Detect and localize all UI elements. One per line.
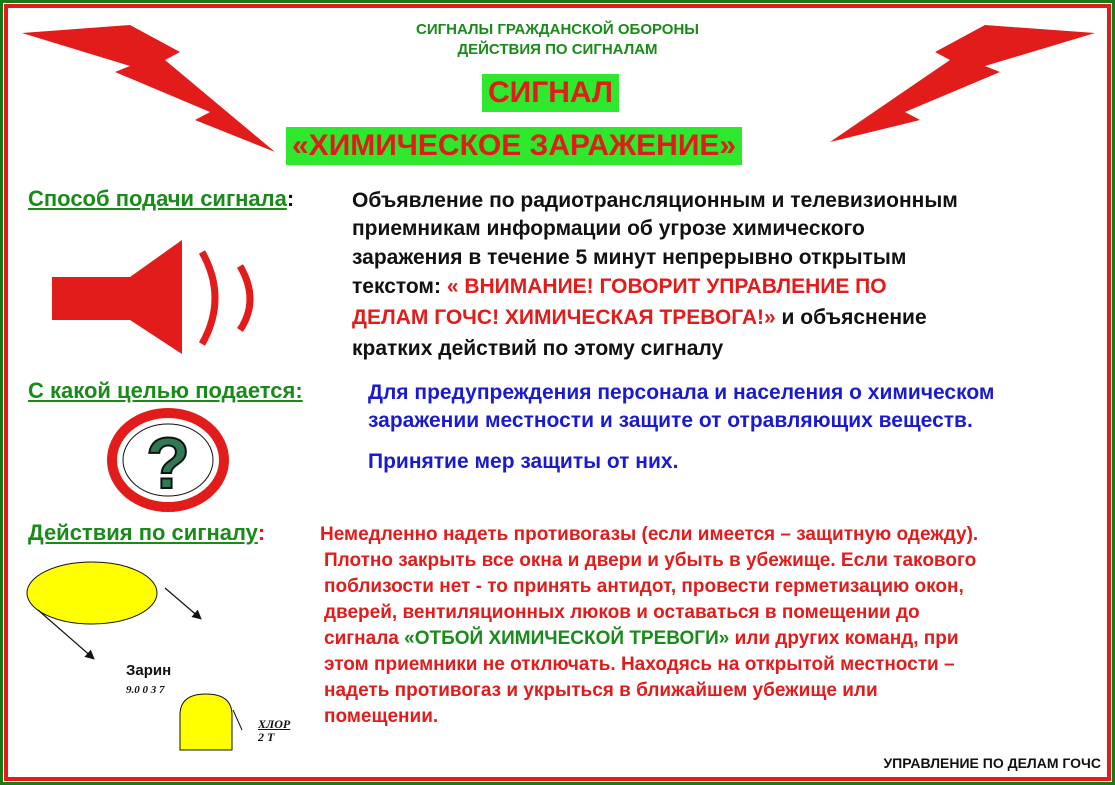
actions-line-7: надеть противогаз и укрыться в ближайшем убежище или <box>324 680 878 701</box>
header-line-2: ДЕЙСТВИЯ ПО СИГНАЛАМ <box>457 41 658 58</box>
sarin-label: Зарин <box>126 662 172 679</box>
chlorine-cloud <box>180 694 232 750</box>
loudspeaker-icon <box>50 238 270 358</box>
chlor-code: 2 Т <box>258 730 275 744</box>
signal-word-banner: СИГНАЛ <box>482 74 619 112</box>
alert-text-part-2: ДЕЛАМ ГОЧС! ХИМИЧЕСКАЯ ТРЕВОГА!» <box>352 306 776 329</box>
chlor-label: ХЛОР <box>258 717 291 731</box>
footer-authority: УПРАВЛЕНИЕ ПО ДЕЛАМ ГОЧС <box>883 755 1101 771</box>
sarin-code: 9.0 0 3 7 <box>126 684 165 696</box>
actions-line-3: поблизости нет - то принять антидот, провести герметизацию окон, <box>324 576 964 597</box>
purpose-label: С какой целью подается: <box>28 378 303 403</box>
actions-line-8: помещении. <box>324 706 439 727</box>
actions-label: Действия по сигналу: <box>28 520 266 545</box>
method-line-1: Объявление по радиотрансляционным и телевизионным <box>352 189 958 212</box>
purpose-line-2: заражении местности и защите от отравляющих веществ. <box>368 409 973 432</box>
actions-line-5: сигнала «ОТБОЙ ХИМИЧЕСКОЙ ТРЕВОГИ» или других команд, при <box>324 628 959 649</box>
method-line-3: заражения в течение 5 минут непрерывно открытым <box>352 246 907 269</box>
method-label: Способ подачи сигнала: <box>28 186 295 211</box>
method-line-4: текстом: « ВНИМАНИЕ! ГОВОРИТ УПРАВЛЕНИЕ ПО <box>352 275 887 298</box>
method-line-5: ДЕЛАМ ГОЧС! ХИМИЧЕСКАЯ ТРЕВОГА!» и объяснение <box>352 306 927 329</box>
purpose-line-1: Для предупреждения персонала и населения о химическом <box>368 381 995 404</box>
all-clear-signal-text: «ОТБОЙ ХИМИЧЕСКОЙ ТРЕВОГИ» <box>404 628 730 649</box>
svg-text:?: ? <box>146 424 190 504</box>
actions-line-6: этом приемники не отключать. Находясь на открытой местности – <box>324 654 955 675</box>
actions-line-1: Немедленно надеть противогазы (если имеется – защитную одежду). <box>320 524 979 545</box>
actions-line-2: Плотно закрыть все окна и двери и убыть в убежище. Если такового <box>324 550 977 571</box>
method-line-6: кратких действий по этому сигналу <box>352 337 724 360</box>
alert-text-part-1: « ВНИМАНИЕ! ГОВОРИТ УПРАВЛЕНИЕ ПО <box>446 275 887 298</box>
header-line-1: СИГНАЛЫ ГРАЖДАНСКОЙ ОБОРОНЫ <box>416 21 699 38</box>
method-line-2: приемникам информации об угрозе химического <box>352 217 865 240</box>
actions-line-4: дверей, вентиляционных люков и оставаться в помещении до <box>324 602 920 623</box>
signal-name-banner: «ХИМИЧЕСКОЕ ЗАРАЖЕНИЕ» <box>286 127 742 165</box>
question-mark-icon <box>106 408 230 512</box>
sarin-cloud <box>27 562 157 624</box>
purpose-line-3: Принятие мер защиты от них. <box>368 450 679 473</box>
